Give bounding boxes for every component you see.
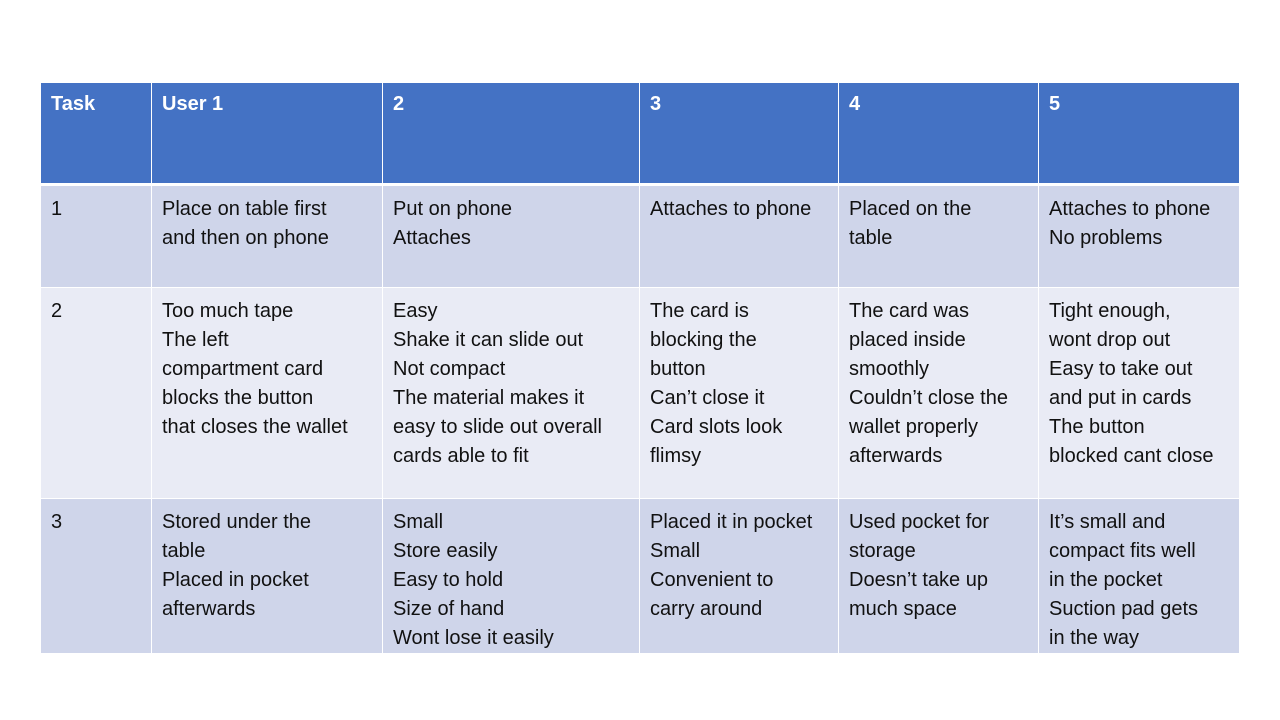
header-task: Task: [41, 83, 152, 185]
user-1-response-cell: [152, 499, 383, 654]
response-line: button: [650, 358, 706, 380]
response-line: Wont lose it easily: [393, 627, 554, 649]
response-line: in the pocket: [1049, 569, 1163, 591]
response-line: Store easily: [393, 540, 498, 562]
response-line: Attaches to phone: [650, 198, 812, 220]
response-line: afterwards: [162, 598, 256, 620]
response-line: Doesn’t take up: [849, 569, 988, 591]
response-line: Easy to hold: [393, 569, 504, 591]
user-5-response-cell: [1039, 185, 1240, 288]
response-line: The button: [1049, 416, 1145, 438]
response-line: and put in cards: [1049, 387, 1192, 409]
response-line: table: [849, 227, 893, 249]
header-user-5: 5: [1039, 83, 1240, 185]
response-line: much space: [849, 598, 957, 620]
response-line: Suction pad gets: [1049, 598, 1198, 620]
response-line: Easy to take out: [1049, 358, 1193, 380]
header-user-2: 2: [383, 83, 640, 185]
response-line: Attaches to phone: [1049, 198, 1211, 220]
header-user-3: 3: [640, 83, 839, 185]
response-line: Convenient to: [650, 569, 774, 591]
response-line: wont drop out: [1049, 329, 1171, 351]
response-line: in the way: [1049, 627, 1140, 649]
user-5-response-cell: [1039, 288, 1240, 499]
response-line: Shake it can slide out: [393, 329, 584, 351]
response-line: Size of hand: [393, 598, 505, 620]
response-line: that closes the wallet: [162, 416, 348, 438]
header-user-1: User 1: [152, 83, 383, 185]
task-number-cell: 1: [41, 185, 152, 288]
response-line: blocks the button: [162, 387, 314, 409]
response-line: storage: [849, 540, 916, 562]
response-line: Card slots look: [650, 416, 783, 438]
response-line: Can’t close it: [650, 387, 765, 409]
user-2-response-cell: [383, 288, 640, 499]
response-line: The card is: [650, 300, 749, 322]
usability-results-table: [40, 82, 1240, 654]
user-2-response-cell: [383, 185, 640, 288]
response-line: blocking the: [650, 329, 757, 351]
table-row: [41, 288, 1240, 499]
user-5-response-cell: [1039, 499, 1240, 654]
user-4-response-cell: [839, 288, 1039, 499]
response-line: table: [162, 540, 206, 562]
response-line: easy to slide out overall: [393, 416, 603, 438]
response-line: placed inside: [849, 329, 966, 351]
response-line: Tight enough,: [1049, 300, 1171, 322]
response-line: flimsy: [650, 445, 702, 467]
response-line: Small: [393, 511, 444, 533]
response-line: Easy: [393, 300, 438, 322]
response-line: Place on table first: [162, 198, 327, 220]
response-line: Couldn’t close the: [849, 387, 1008, 409]
user-1-response-cell: [152, 288, 383, 499]
response-line: It’s small and: [1049, 511, 1166, 533]
user-4-response-cell: [839, 185, 1039, 288]
header-row: [41, 83, 1240, 185]
response-line: afterwards: [849, 445, 943, 467]
response-line: carry around: [650, 598, 763, 620]
response-line: compartment card: [162, 358, 324, 380]
user-3-response-cell: [640, 499, 839, 654]
response-line: Placed in pocket: [162, 569, 309, 591]
response-line: Put on phone: [393, 198, 512, 220]
response-line: Placed on the: [849, 198, 972, 220]
response-line: smoothly: [849, 358, 930, 380]
user-3-response-cell: [640, 288, 839, 499]
response-line: The material makes it: [393, 387, 585, 409]
response-line: The card was: [849, 300, 970, 322]
response-line: compact fits well: [1049, 540, 1196, 562]
response-line: The left: [162, 329, 229, 351]
user-2-response-cell: [383, 499, 640, 654]
response-line: Used pocket for: [849, 511, 990, 533]
response-line: Placed it in pocket: [650, 511, 813, 533]
task-number-cell: 2: [41, 288, 152, 499]
user-3-response-cell: [640, 185, 839, 288]
response-line: Stored under the: [162, 511, 311, 533]
response-line: cards able to fit: [393, 445, 529, 467]
response-line: Too much tape: [162, 300, 294, 322]
response-line: Attaches: [393, 227, 471, 249]
user-1-response-cell: [152, 185, 383, 288]
response-line: and then on phone: [162, 227, 329, 249]
header-user-4: 4: [839, 83, 1039, 185]
response-line: wallet properly: [849, 416, 978, 438]
response-line: blocked cant close: [1049, 445, 1214, 467]
response-line: No problems: [1049, 227, 1163, 249]
response-line: Not compact: [393, 358, 506, 380]
task-number-cell: 3: [41, 499, 152, 654]
response-line: Small: [650, 540, 701, 562]
user-4-response-cell: [839, 499, 1039, 654]
table-row: [41, 185, 1240, 288]
table-row: [41, 499, 1240, 654]
